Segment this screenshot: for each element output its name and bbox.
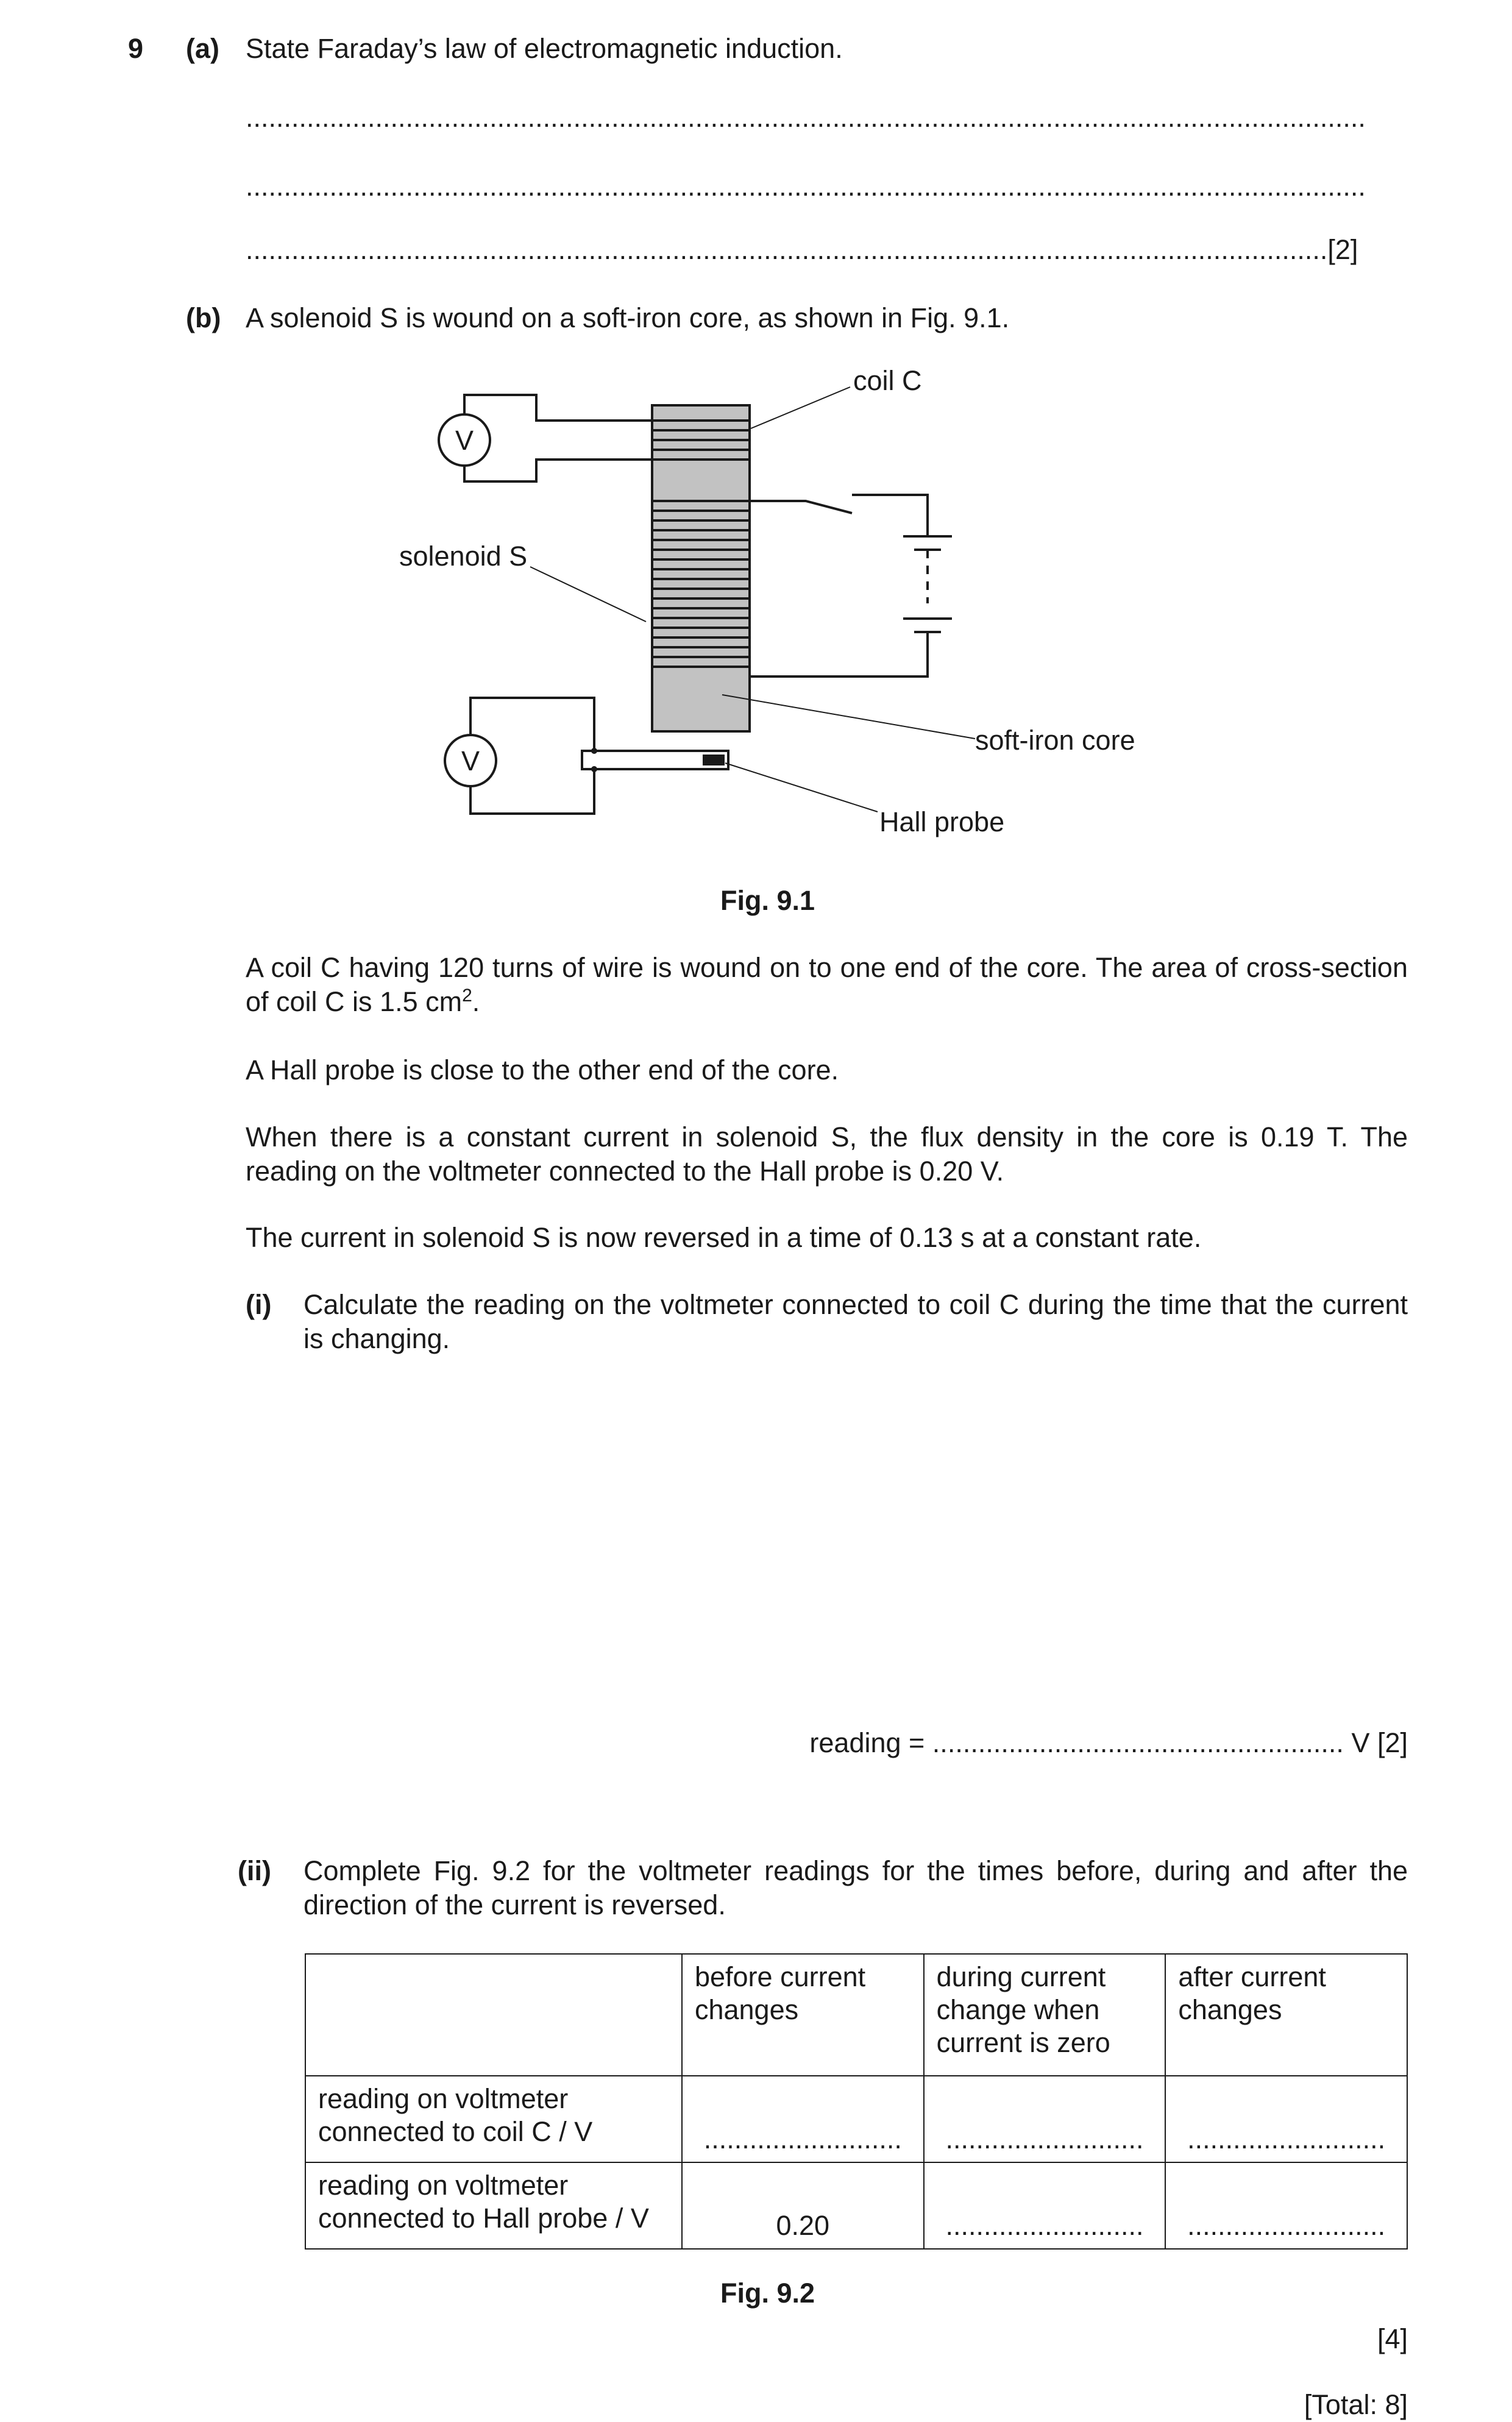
hall-probe-description: A Hall probe is close to the other end of the core.: [246, 1054, 839, 1085]
total-marks: [Total: 8]: [1304, 2389, 1408, 2420]
marks-4: [4]: [1377, 2323, 1408, 2354]
constant-current-description: When there is a constant current in solenoid S, the flux density in the core is 0.19 T. The reading on the voltmeter connected to the Hall probe is 0.20 V.: [246, 1121, 1408, 1187]
sub-i-question: Calculate the reading on the voltmeter connected to coil C during the time that the current is changing.: [303, 1289, 1408, 1354]
voltmeter-coil-symbol: V: [455, 425, 474, 456]
sub-ii-label: (ii): [238, 1855, 271, 1886]
coil-description: A coil C having 120 turns of wire is wound on to one end of the core. The area of cross-section of coil C is 1.5 $cm^2$.: [246, 952, 1408, 1017]
part-b-intro: A solenoid S is wound on a soft-iron core, as shown in Fig. 9.1.: [246, 302, 1010, 333]
answer-cell[interactable]: ..........................: [682, 2076, 924, 2162]
given-value-cell: 0.20: [682, 2162, 924, 2249]
table-header-cell: during current change when current is zero: [924, 1954, 1166, 2076]
part-b-label: (b): [186, 302, 221, 333]
table-row: [305, 2076, 1407, 2162]
sub-i-label: (i): [246, 1289, 272, 1320]
row-label: reading on voltmeter connected to coil C / V: [305, 2076, 682, 2162]
part-a-question: State Faraday’s law of electromagnetic induction.: [246, 33, 843, 64]
label-solenoid-s: solenoid S: [399, 541, 528, 572]
part-a-label: (a): [186, 33, 219, 64]
table-header-cell: after current changes: [1165, 1954, 1407, 2076]
fig-9-1-caption: Fig. 9.1: [720, 885, 815, 916]
fig-9-2-table: [305, 1953, 1408, 2250]
fig-9-2-caption: Fig. 9.2: [720, 2278, 815, 2309]
switch: [750, 501, 852, 513]
answer-line-1[interactable]: ...................................................................................................................................................: [246, 102, 1366, 133]
current-reversal-description: The current in solenoid S is now reversed in a time of 0.13 s at a constant rate.: [246, 1222, 1202, 1253]
label-hall-probe: Hall probe: [879, 806, 1005, 837]
reading-answer-line[interactable]: reading = ...................................................... V [2]: [809, 1727, 1408, 1758]
answer-line-2[interactable]: ...................................................................................................................................................: [246, 171, 1366, 202]
answer-cell[interactable]: ..........................: [1165, 2162, 1407, 2249]
answer-line-3[interactable]: ..............................................................................................................................................[2]: [246, 234, 1358, 265]
fig-9-1-diagram: [366, 341, 1207, 865]
label-soft-iron-core: soft-iron core: [975, 725, 1135, 756]
table-header-cell: before current changes: [682, 1954, 924, 2076]
answer-cell[interactable]: ..........................: [924, 2162, 1166, 2249]
table-header-row: [305, 1954, 1407, 2076]
label-coil-c: coil C: [853, 365, 922, 396]
sub-ii-question: Complete Fig. 9.2 for the voltmeter readings for the times before, during and after the direction of the current is reversed.: [303, 1855, 1408, 1920]
question-number: 9: [128, 33, 144, 64]
answer-cell[interactable]: ..........................: [924, 2076, 1166, 2162]
row-label: reading on voltmeter connected to Hall probe / V: [305, 2162, 682, 2249]
answer-cell[interactable]: ..........................: [1165, 2076, 1407, 2162]
voltmeter-hall-symbol: V: [461, 745, 480, 776]
table-header-cell: [305, 1954, 682, 2076]
table-row: [305, 2162, 1407, 2249]
